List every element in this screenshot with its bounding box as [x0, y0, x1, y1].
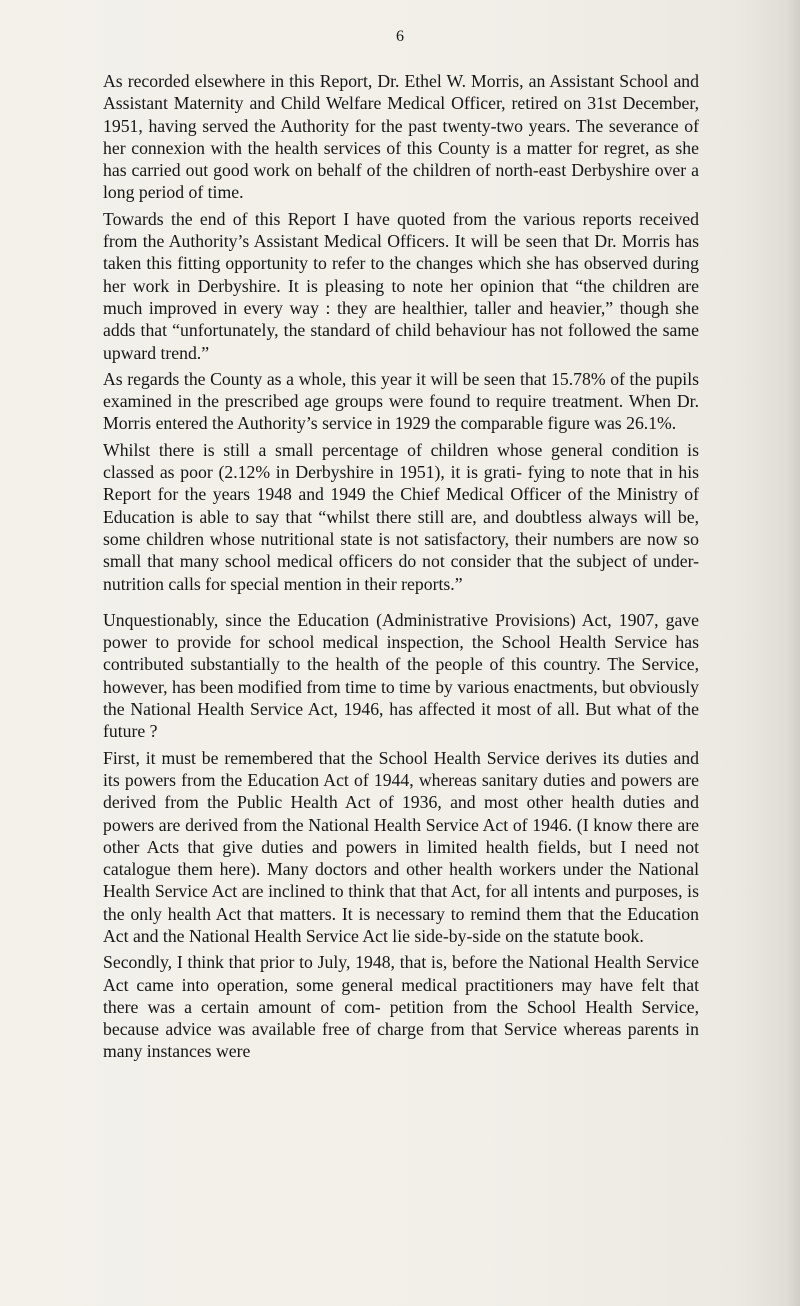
page-edge-shadow [786, 0, 800, 1306]
page-number: 6 [396, 28, 404, 45]
paragraph-general-practitioners: Secondly, I think that prior to July, 1948, that is, before the National Health Service Act came into operation, some general medical practitioners may have felt that there was a certain amount of com- petition from the School Health Service, because advice was available free of charge from that Service whereas parents in many instances were [103, 952, 699, 1062]
paragraph-assistant-reports: Towards the end of this Report I have quoted from the various reports received from the Authority’s Assistant Medical Officers. It will be seen that Dr. Morris has taken this fitting opportunity to refer to the changes which she has observed during her work in Derbyshire. It is pleasing to note her opinion that “the children are much improved in every way : they are healthier, taller and heavier,” though she adds that “unfortunately, the standard of child behaviour has not followed the same upward trend.” [103, 208, 699, 363]
paragraph-school-health-service: Unquestionably, since the Education (Administrative Provisions) Act, 1907, gave power to provide for school medical inspection, the School Health Service has contributed substantially to the health of the people of this country. The Service, however, has been modified from time to time by various enactments, but obviously the National Health Service Act, 1946, has affected it most of all. But what of the future ? [103, 609, 699, 742]
paragraph-nutrition: Whilst there is still a small percentage of children whose general condition is classed as poor (2.12% in Derbyshire in 1951), it is grati- fying to note that in his Report for the years 1948 and 1949 the Chief Medical Officer of the Ministry of Education is able to say that “whilst there still are, and doubtless always will be, some children whose nutritional state is not satisfactory, their numbers are now so small that many school medical officers do not consider that the subject of under-nutrition calls for special mention in their reports.” [103, 439, 699, 594]
paragraph-duties-and-powers: First, it must be remembered that the School Health Service derives its duties and its powers from the Education Act of 1944, whereas sanitary duties and powers are derived from the Public Health Act of 1936, and most other health duties and powers are derived from the National Health Service Act of 1946. (I know there are other Acts that give duties and powers in limited health fields, but I need not catalogue them here). Many doctors and other health workers under the National Health Service Act are inclined to think that that Act, for all intents and purposes, is the only health Act that matters. It is necessary to remind them that the Education Act and the National Health Service Act lie side-by-side on the statute book. [103, 747, 699, 946]
paragraph-treatment-figures: As regards the County as a whole, this year it will be seen that 15.78% of the pupils examined in the prescribed age groups were found to require treatment. When Dr. Morris entered the Authority’s service in 1929 the comparable figure was 26.1%. [103, 368, 699, 434]
paragraph-morris-retirement: As recorded elsewhere in this Report, Dr. Ethel W. Morris, an Assistant School and Assistant Maternity and Child Welfare Medical Officer, retired on 31st December, 1951, having served the Authority for the past twenty-two years. The severance of her connexion with the health services of this County is a matter for regret, as she has carried out good work on behalf of the children of north-east Derbyshire over a long period of time. [103, 71, 699, 203]
body-text [103, 70, 699, 1067]
